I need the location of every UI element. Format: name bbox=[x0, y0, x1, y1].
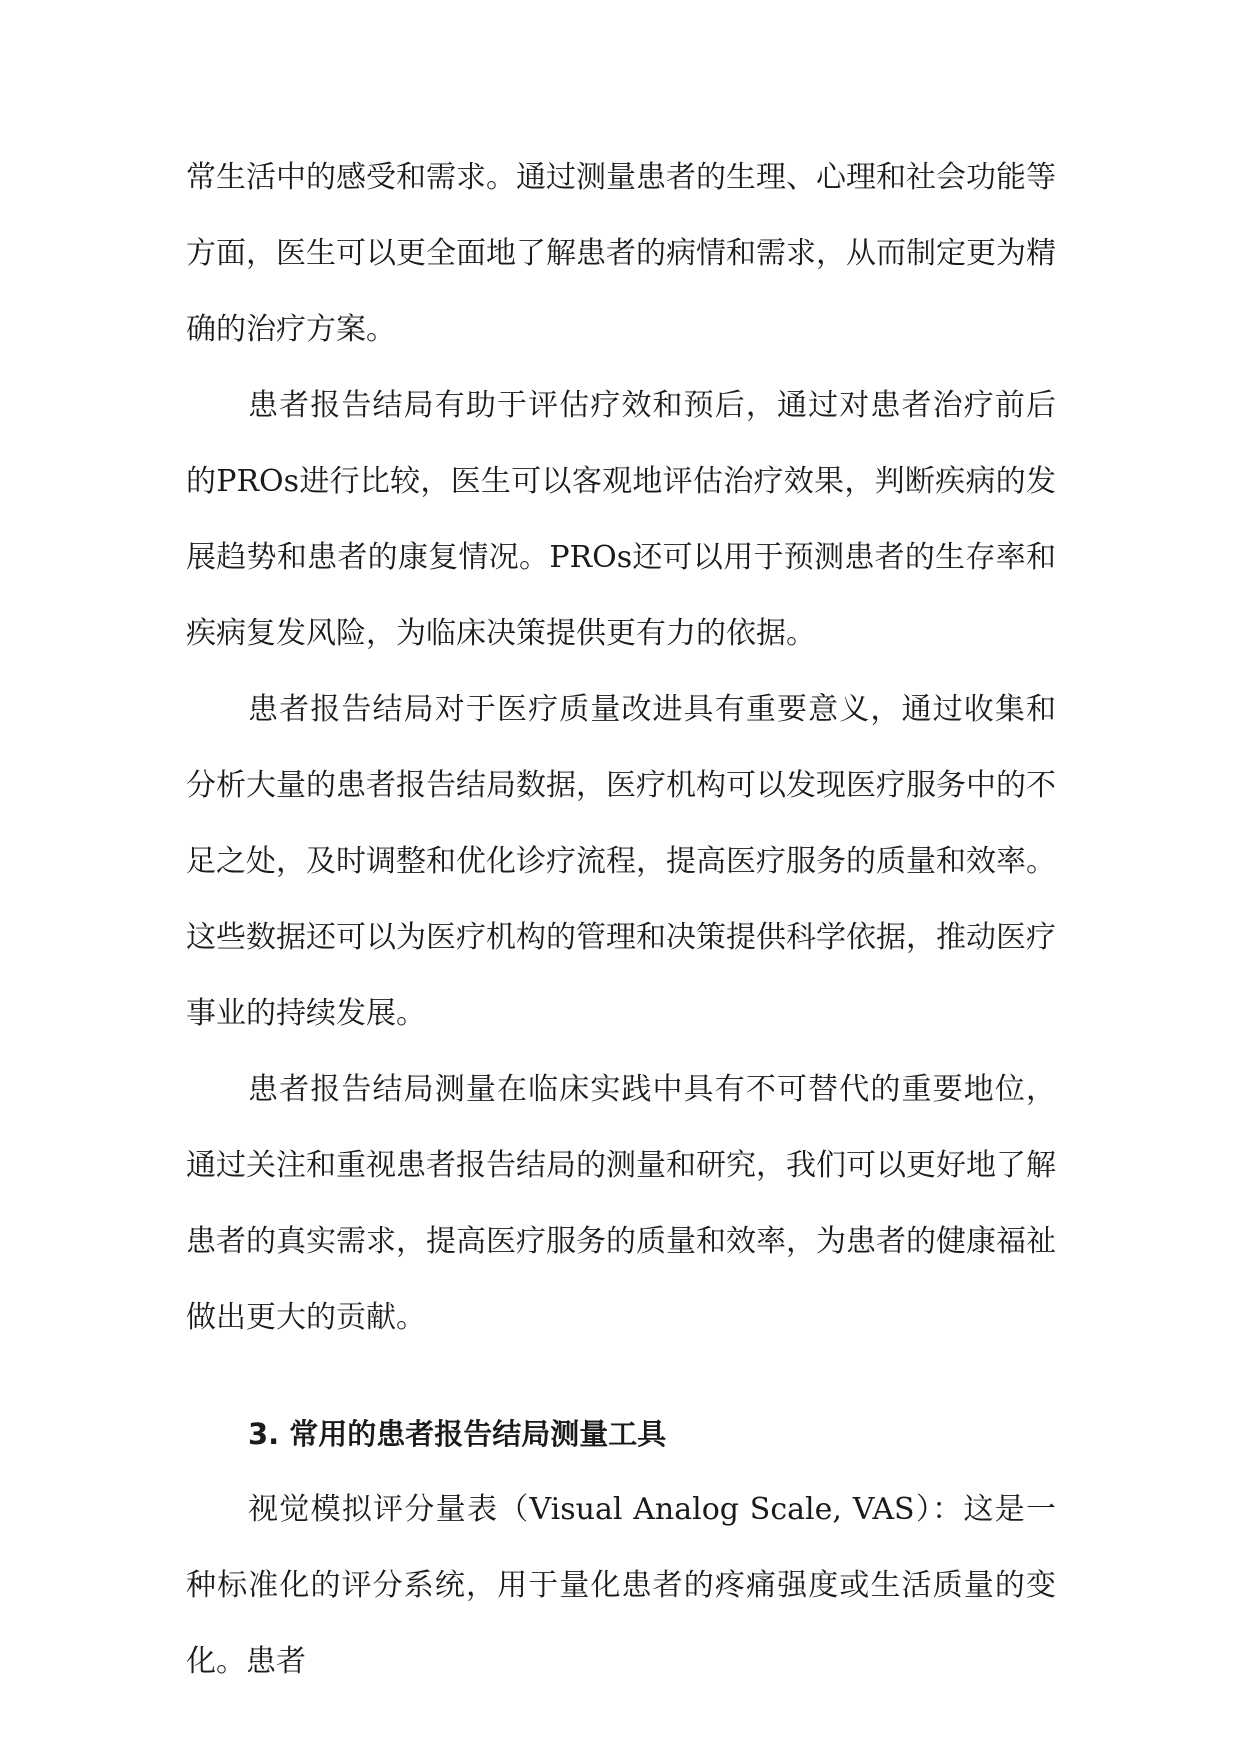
paragraph-vas: 视觉模拟评分量表（Visual Analog Scale, VAS）：这是一种标准化的评分系统，用于量化患者的疼痛强度或生活质量的变化。患者 bbox=[186, 1492, 1056, 1679]
section-heading: 3. 常用的患者报告结局测量工具 bbox=[248, 1417, 667, 1451]
paragraph-quality-improvement: 患者报告结局对于医疗质量改进具有重要意义，通过收集和分析大量的患者报告结局数据，医疗机构可以发现医疗服务中的不足之处，及时调整和优化诊疗流程，提高医疗服务的质量和效率。这些数据还可以为医疗机构的管理和决策提供科学依据，推动医疗事业的持续发展。 bbox=[186, 692, 1056, 1031]
paragraph-clinical-importance: 患者报告结局测量在临床实践中具有不可替代的重要地位，通过关注和重视患者报告结局的测量和研究，我们可以更好地了解患者的真实需求，提高医疗服务的质量和效率，为患者的健康福祉做出更大的贡献。 bbox=[186, 1072, 1056, 1335]
paragraph-continued: 常生活中的感受和需求。通过测量患者的生理、心理和社会功能等方面，医生可以更全面地了解患者的病情和需求，从而制定更为精确的治疗方案。 bbox=[186, 160, 1056, 347]
paragraph-prognosis: 患者报告结局有助于评估疗效和预后，通过对患者治疗前后的PROs进行比较，医生可以客观地评估治疗效果，判断疾病的发展趋势和患者的康复情况。PROs还可以用于预测患者的生存率和疾病复发风险，为临床决策提供更有力的依据。 bbox=[186, 388, 1056, 651]
document-page bbox=[186, 140, 1056, 1700]
